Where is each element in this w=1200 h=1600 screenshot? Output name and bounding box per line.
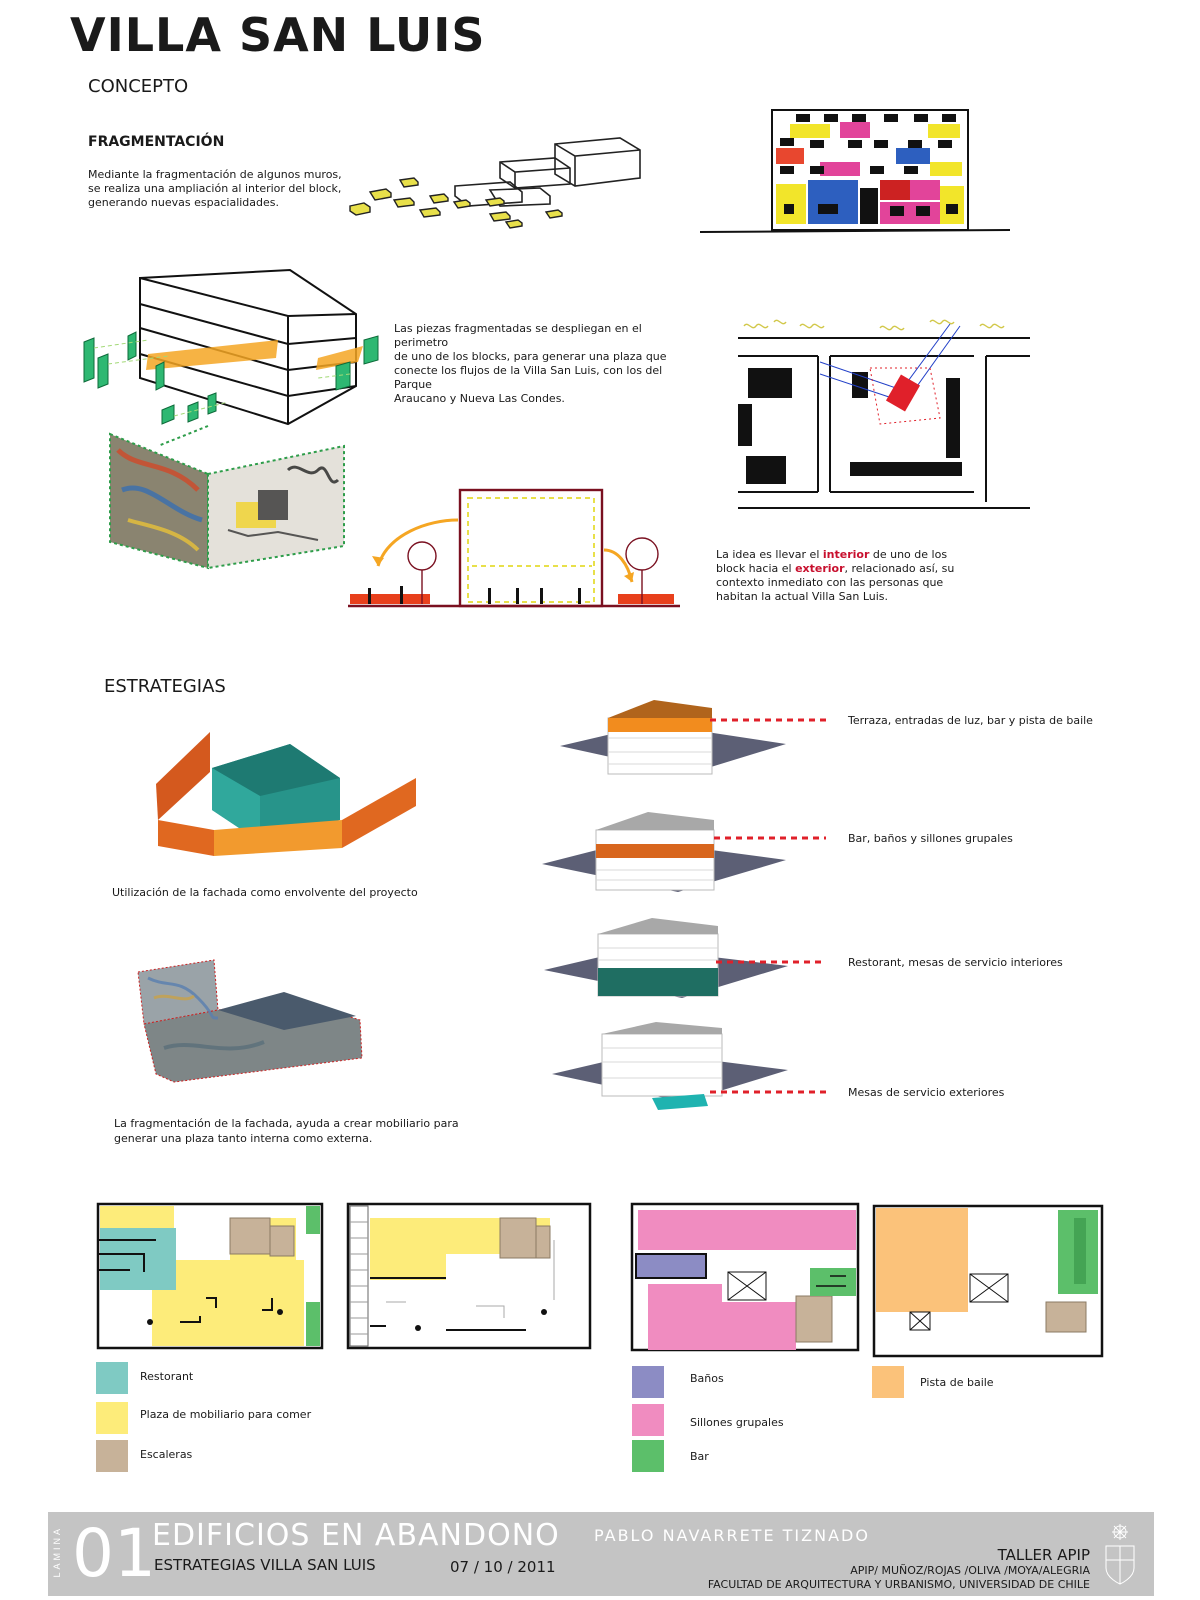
legend-swatch-pista xyxy=(872,1366,904,1398)
page-title: VILLA SAN LUIS xyxy=(70,8,486,62)
legend-label-pista: Pista de baile xyxy=(920,1376,994,1389)
mobiliario-caption: La fragmentación de la fachada, ayuda a crear mobiliario para generar una plaza tanto interna como externa. xyxy=(114,1117,459,1145)
legend-swatch-sillones xyxy=(632,1404,664,1436)
legend-label-restorant: Restorant xyxy=(140,1370,194,1383)
floor-plan-3 xyxy=(630,1202,862,1354)
level-label-terraza: Terraza, entradas de luz, bar y pista de baile xyxy=(848,714,1093,727)
furniture-model-photo xyxy=(134,958,384,1088)
fragmentacion-text: Mediante la fragmentación de algunos muros, se realiza una ampliación al interior del block, generando nuevas espacialidades. xyxy=(88,168,342,209)
legend-label-bar: Bar xyxy=(690,1450,709,1463)
footer-faculty: FACULTAD DE ARQUITECTURA Y URBANISMO, UNIVERSIDAD DE CHILE xyxy=(707,1578,1090,1591)
site-plan-sketch xyxy=(730,312,1040,522)
legend-swatch-restorant xyxy=(96,1362,128,1394)
footer-names: APIP/ MUÑOZ/ROJAS /OLIVA /MOYA/ALEGRIA xyxy=(850,1564,1090,1577)
floor-plan-4 xyxy=(872,1204,1106,1358)
facade-sketch xyxy=(700,100,1030,240)
footer-taller: TALLER APIP xyxy=(997,1546,1090,1564)
level-label-restorant: Restorant, mesas de servicio interiores xyxy=(848,956,1063,969)
legend-swatch-escaleras xyxy=(96,1440,128,1472)
fragmentacion-title: FRAGMENTACIÓN xyxy=(88,134,225,150)
level-label-exteriores: Mesas de servicio exteriores xyxy=(848,1086,1005,1099)
legend-label-sillones: Sillones grupales xyxy=(690,1416,784,1429)
footer-bar xyxy=(48,1512,1154,1596)
legend-label-escaleras: Escaleras xyxy=(140,1448,193,1461)
footer-subtitle: ESTRATEGIAS VILLA SAN LUIS xyxy=(154,1556,376,1574)
interior-highlight: interior xyxy=(822,548,870,561)
footer-lamina: LAMINA xyxy=(52,1526,62,1578)
legend-label-banos: Baños xyxy=(690,1372,724,1385)
footer-author: PABLO NAVARRETE TIZNADO xyxy=(594,1526,870,1545)
exterior-highlight: exterior xyxy=(795,562,845,575)
fragment-blocks-sketch xyxy=(350,130,680,240)
idea-text: La idea es llevar el interior de uno de los block hacia el exterior, relacionado así, su contexto inmediato con las personas que habitan la actual Villa San Luis. xyxy=(716,548,955,603)
level-connectors xyxy=(700,700,840,1100)
fachada-caption: Utilización de la fachada como envolvente del proyecto xyxy=(112,886,418,899)
legend-swatch-banos xyxy=(632,1366,664,1398)
concepto-heading: CONCEPTO xyxy=(88,76,189,97)
graffiti-photo xyxy=(108,430,348,570)
footer-main-title: EDIFICIOS EN ABANDONO xyxy=(152,1518,560,1553)
university-seal-icon xyxy=(1100,1522,1140,1586)
piezas-text: Las piezas fragmentadas se despliegan en el perimetro de uno de los blocks, para generar una plaza que conecte los flujos de la Villa San Luis, con los del Parque Araucano y Nueva Las Condes. xyxy=(394,322,667,405)
envelope-diagram xyxy=(150,726,430,866)
legend-swatch-plaza xyxy=(96,1402,128,1434)
legend-label-plaza: Plaza de mobiliario para comer xyxy=(140,1408,312,1421)
footer-date: 07 / 10 / 2011 xyxy=(450,1558,556,1576)
footer-sheet-number: 01 xyxy=(72,1515,156,1592)
floor-plan-2 xyxy=(346,1202,594,1352)
estrategias-heading: ESTRATEGIAS xyxy=(104,676,226,697)
floor-plan-1 xyxy=(96,1202,326,1350)
interior-exterior-section xyxy=(348,484,688,614)
legend-swatch-bar xyxy=(632,1440,664,1472)
level-label-bar: Bar, baños y sillones grupales xyxy=(848,832,1013,845)
